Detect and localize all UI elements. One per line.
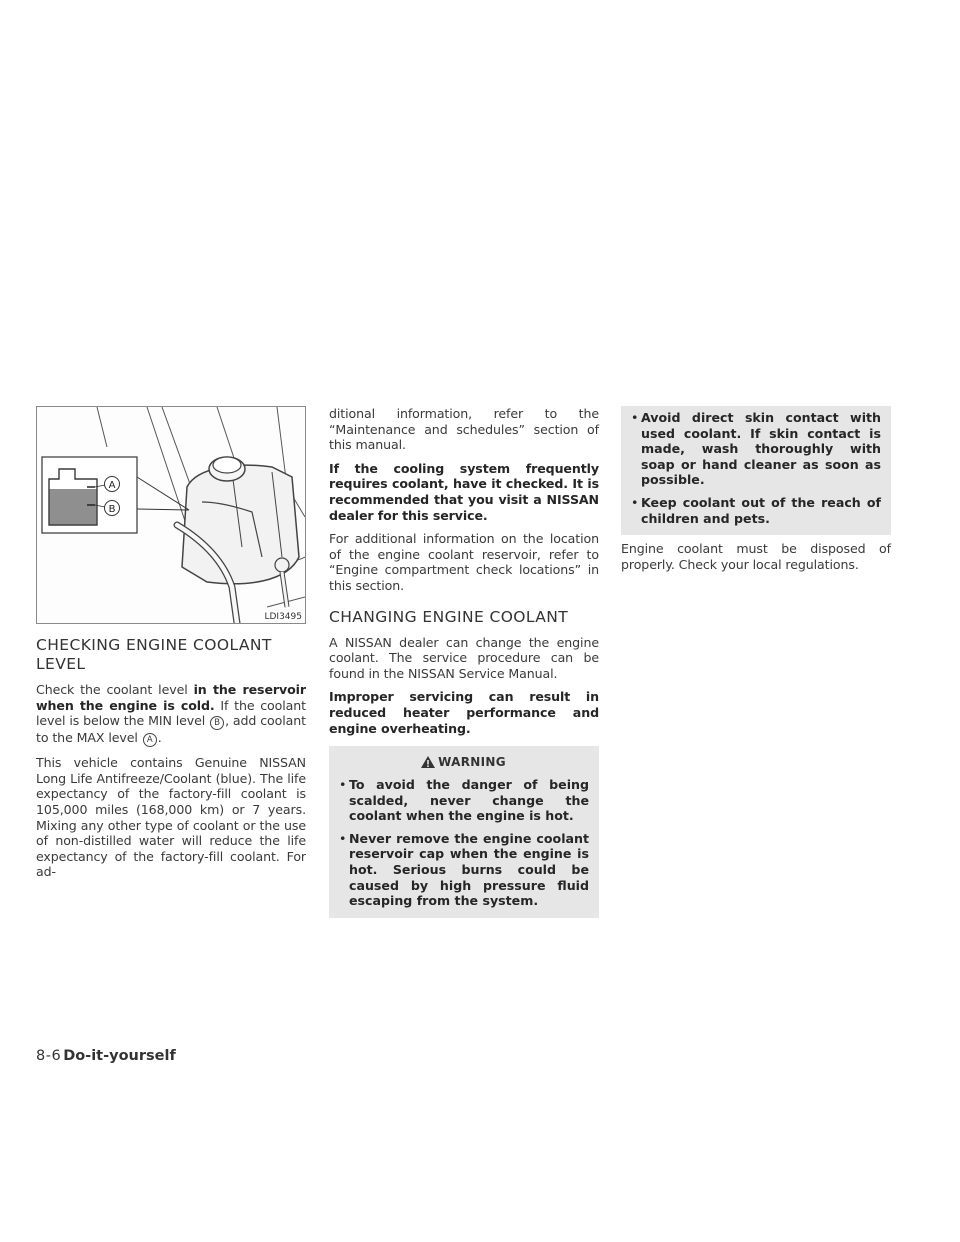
warning-item: • Never remove the engine coolant reservoir cap when the engine is hot. Serious burns could be caused by high pressure fluid escaping from the system. xyxy=(339,830,589,909)
paragraph-disposal: Engine coolant must be disposed of properly. Check your local regulations. xyxy=(621,541,891,572)
paragraph-coolant-info xyxy=(36,755,306,880)
section-title-changing: CHANGING ENGINE COOLANT xyxy=(329,607,569,626)
figure-code: LDI3495 xyxy=(264,612,302,622)
paragraph-coolant-info-part1: This vehicle contains Genuine NISSAN Long Life Antifreeze/Coolant (blue). The life expectancy of the factory-fill coolant is 105,000 miles (168,000 km) or 7 years. Mixing any other type of coolant or the use of non-distilled water will reduce the life expectancy of the factory-fill coolant. For ad- xyxy=(36,755,306,880)
warning-item: • Keep coolant out of the reach of children and pets. xyxy=(631,494,881,526)
paragraph-coolant-info-cont xyxy=(329,406,599,453)
coolant-reservoir-figure xyxy=(36,406,306,624)
column-2 xyxy=(329,406,599,918)
paragraph-coolant-info-part2: ditional information, refer to the “Maintenance and schedules” section of this manual. xyxy=(329,406,599,453)
ref-b-marker: B xyxy=(210,716,224,730)
warning-box-continued xyxy=(621,406,891,535)
warning-title: WARNING xyxy=(438,755,506,770)
warning-item: • To avoid the danger of being scalded, never change the coolant when the engine is hot. xyxy=(339,777,589,824)
figure-label-a: A xyxy=(108,480,116,491)
column-3 xyxy=(621,406,891,580)
footer-section-title: Do-it-yourself xyxy=(63,1048,176,1064)
column-1 xyxy=(36,636,306,888)
paragraph-improper-servicing: Improper servicing can result in reduced heater performance and engine overheating. xyxy=(329,689,599,736)
warning-header xyxy=(337,755,589,769)
section-title-checking: CHECKING ENGINE COOLANT LEVEL xyxy=(36,636,272,673)
warning-triangle-icon xyxy=(420,755,436,769)
ref-a-marker: A xyxy=(143,733,157,747)
warning-item: • Avoid direct skin contact with used coolant. If skin contact is made, wash thoroughly with soap or hand cleaner as soon as possible. xyxy=(631,410,881,488)
page-footer xyxy=(36,1048,176,1064)
coolant-reservoir-illustration xyxy=(37,407,305,623)
warning-box xyxy=(329,746,599,918)
figure-label-b: B xyxy=(108,504,116,515)
paragraph-check-level: Check the coolant level in the reservoir when the engine is cold. If the coolant level is below the MIN level B , add coolant to the MAX level A . xyxy=(36,682,307,746)
paragraph-dealer-change: A NISSAN dealer can change the engine coolant. The service procedure can be found in the NISSAN Service Manual. xyxy=(329,634,599,681)
paragraph-frequent-coolant: If the cooling system frequently requires coolant, have it checked. It is recommended that you visit a NISSAN dealer for this service. xyxy=(329,460,599,523)
page-number: 8-6 xyxy=(36,1048,62,1064)
paragraph-reservoir-location: For additional information on the location of the engine coolant reservoir, refer to “Engine compartment check locations” in this section. xyxy=(329,531,599,593)
